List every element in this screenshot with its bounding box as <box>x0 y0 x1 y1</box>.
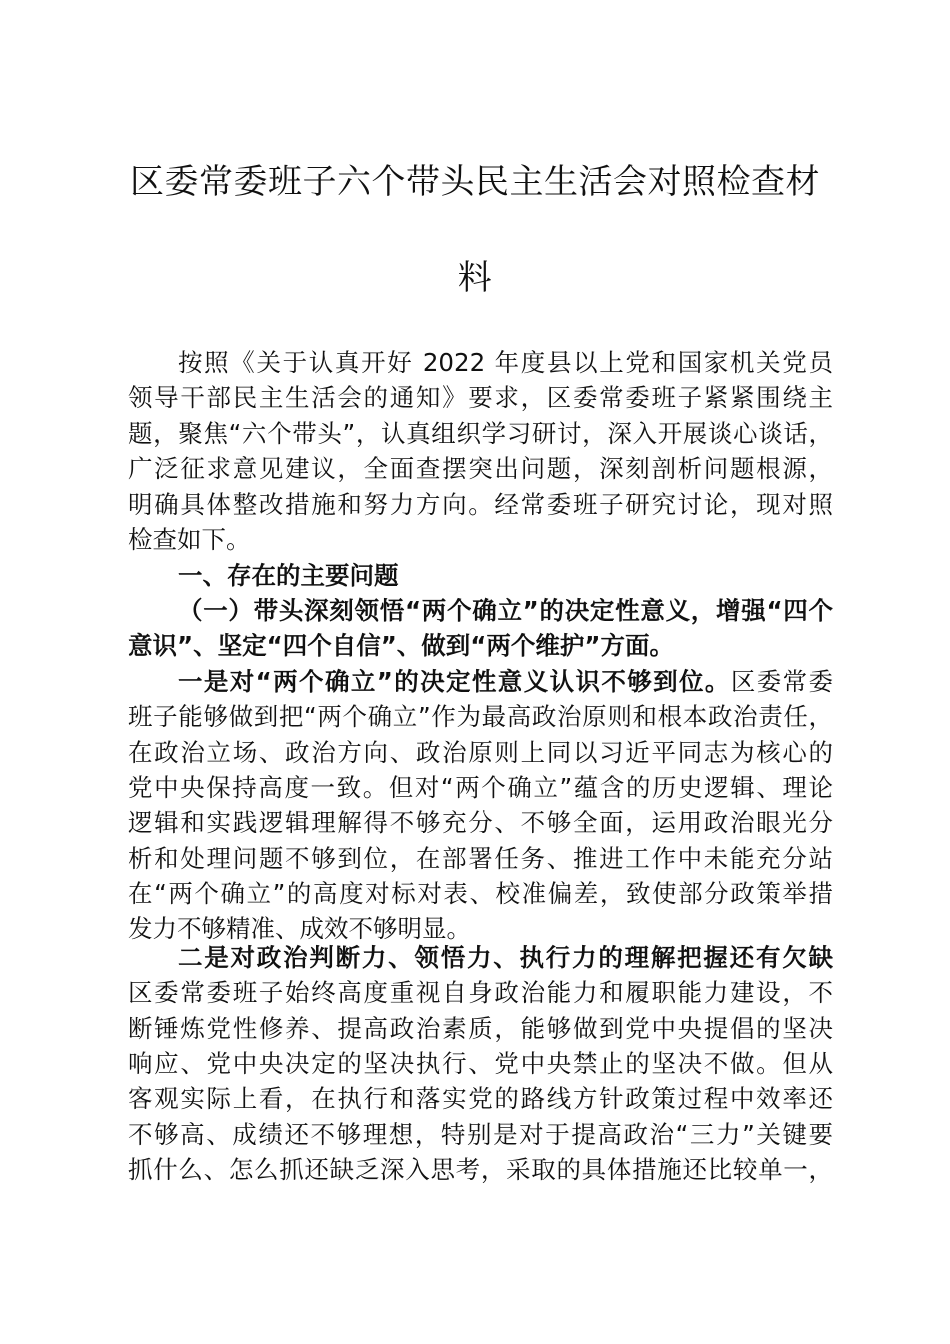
intro-line-1: 按照《关于认真开好 2022 年度县以上党和国家机关党员 <box>178 348 833 377</box>
point1-line-6: 析和处理问题不够到位，在部署任务、推进工作中未能充分站 <box>128 844 833 873</box>
point1-line-5: 逻辑和实践逻辑理解得不够充分、不够全面，运用政治眼光分 <box>128 808 833 837</box>
section-heading-existing-problems: 一、存在的主要问题 <box>178 561 399 590</box>
document-title-line-1: 区委常委班子六个带头民主生活会对照检查材 <box>130 162 820 202</box>
intro-line-6: 检查如下。 <box>128 525 251 554</box>
point1-lead: 一是对“两个确立”的决定性意义认识不够到位。 <box>178 667 731 696</box>
point1-line-4: 党中央保持高度一致。但对“两个确立”蕴含的历史逻辑、理论 <box>128 773 833 802</box>
subsection-heading-line-2: 意识”、坚定“四个自信”、做到“两个维护”方面。 <box>128 631 675 660</box>
point1-line-3: 在政治立场、政治方向、政治原则上同以习近平同志为核心的 <box>128 738 833 767</box>
point1-line-7: 在“两个确立”的高度对标对表、校准偏差，致使部分政策举措 <box>128 879 833 908</box>
point1-line-8: 发力不够精准、成效不够明显。 <box>128 914 471 943</box>
intro-line-5: 明确具体整改措施和努力方向。经常委班子研究讨论，现对照 <box>128 490 833 519</box>
point1-first-line <box>178 665 833 699</box>
document-title-line-2: 料 <box>457 258 493 298</box>
subsection-heading-line-1: （一）带头深刻领悟“两个确立”的决定性意义，增强“四个 <box>178 596 833 625</box>
intro-line-2: 领导干部民主生活会的通知》要求，区委常委班子紧紧围绕主 <box>128 383 833 412</box>
point2-line-6: 抓什么、怎么抓还缺乏深入思考，采取的具体措施还比较单一， <box>128 1155 833 1184</box>
point2-line-1: 区委常委班子始终高度重视自身政治能力和履职能力建设，不 <box>128 978 833 1007</box>
point1-lead-tail: 区委常委 <box>730 667 834 696</box>
point1-line-2: 班子能够做到把“两个确立”作为最高政治原则和根本政治责任， <box>128 702 833 731</box>
point2-lead: 二是对政治判断力、领悟力、执行力的理解把握还有欠缺 <box>178 943 833 972</box>
point2-line-2: 断锤炼党性修养、提高政治素质，能够做到党中央提倡的坚决 <box>128 1014 833 1043</box>
point2-line-4: 客观实际上看，在执行和落实党的路线方针政策过程中效率还 <box>128 1084 833 1113</box>
intro-line-3: 题，聚焦“六个带头”，认真组织学习研讨，深入开展谈心谈话， <box>128 419 833 448</box>
point2-line-3: 响应、党中央决定的坚决执行、党中央禁止的坚决不做。但从 <box>128 1049 833 1078</box>
intro-line-4: 广泛征求意见建议，全面查摆突出问题，深刻剖析问题根源， <box>128 454 833 483</box>
point2-line-5: 不够高、成绩还不够理想，特别是对于提高政治“三力”关键要 <box>128 1120 833 1149</box>
